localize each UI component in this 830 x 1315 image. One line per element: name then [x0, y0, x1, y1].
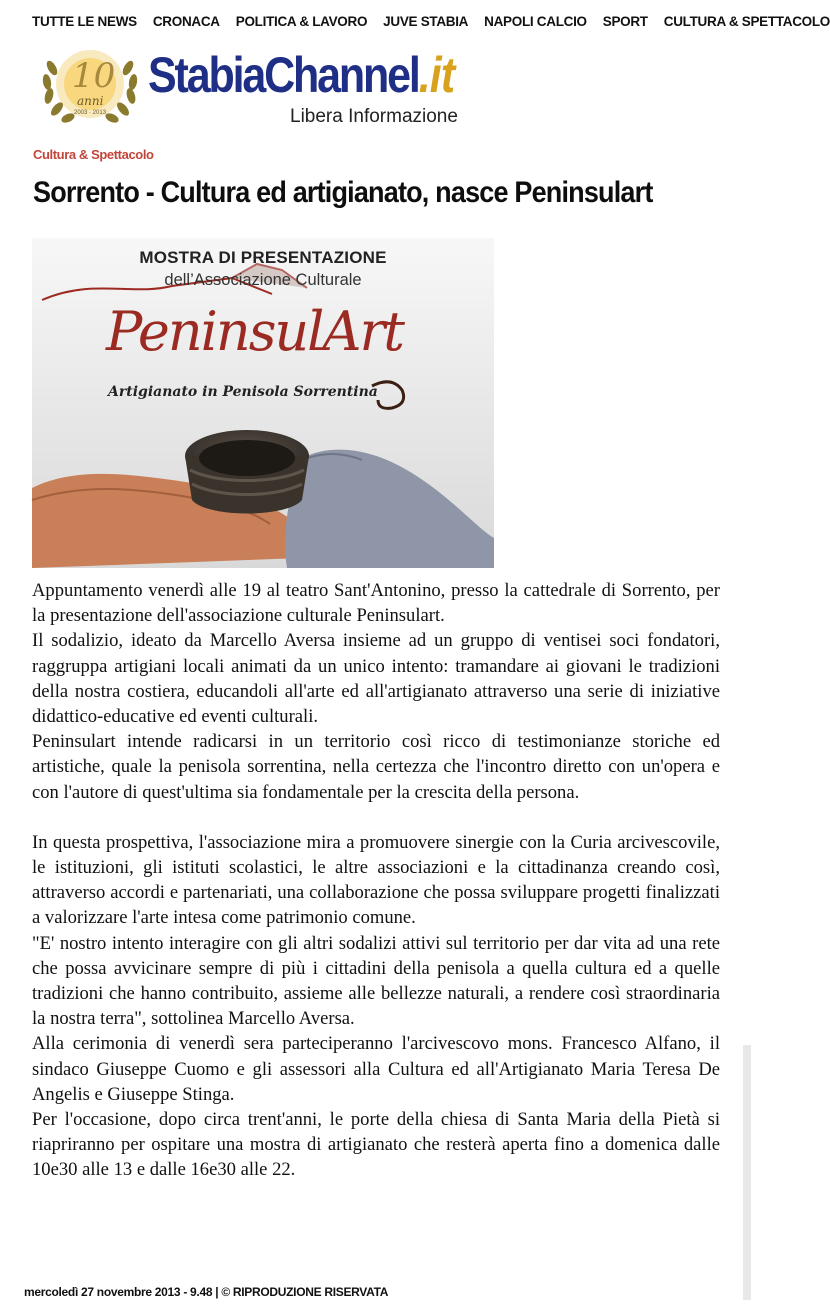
nav-item-juve-stabia[interactable]: JUVE STABIA [383, 14, 469, 29]
nav-item-napoli-calcio[interactable]: NAPOLI CALCIO [484, 14, 587, 29]
article-category[interactable]: Cultura & Spettacolo [33, 147, 154, 162]
article-paragraph: Alla cerimonia di venerdì sera parteciperanno l'arcivescovo mons. Francesco Alfano, il sindaco Giuseppe Cuomo e gli assessori alla Cultura ed all'Artigianato Maria Teresa De Angelis e Giuseppe Stinga. [32, 1033, 720, 1105]
hero-heading: MOSTRA DI PRESENTAZIONE [139, 248, 387, 267]
brand-tld: .it [418, 47, 455, 103]
hero-subheading: dell’Associazione Culturale [164, 271, 362, 289]
hero-brand: PeninsulArt [106, 300, 403, 363]
scrollbar[interactable] [743, 1045, 751, 1300]
article-paragraph: "E' nostro intento interagire con gli altri sodalizi attivi sul territorio per dar vita ad una rete che possa avvicinare sempre di più i cittadini della penisola a quella cultura ed a quelle tradizioni che hanno contribuito, assieme alle bellezze naturali, a rendere così straordinaria la nostra terra", sottolinea Marcello Aversa. [32, 932, 720, 1030]
anniversary-years: 2003 · 2013 [74, 110, 107, 116]
hero-brand-subtitle: Artigianato in Penisola Sorrentina [108, 384, 378, 400]
brand-tagline: Libera Informazione [290, 106, 458, 127]
article-paragraph: In questa prospettiva, l'associazione mira a promuovere sinergie con la Curia arcivescovile, le istituzioni, gli istituti scolastici, le altre associazioni e la cittadinanza creando così, attraverso accordi e partenariati, una collaborazione che possa sviluppare progetti finalizzati a valorizzare l'arte intesa come patrimonio comune. [32, 831, 720, 929]
brand-main: StabiaChannel [148, 47, 419, 103]
nav-item-tutte-le-news[interactable]: TUTTE LE NEWS [32, 14, 137, 29]
brand-wordmark [148, 46, 454, 104]
article-paragraph: Il sodalizio, ideato da Marcello Aversa insieme ad un gruppo di ventisei soci fondatori, raggruppa artigiani locali animati da un unico intento: tramandare ai giovani le tradizioni della nostra costiera, educandoli all'arte ed all'artigianato attraverso una serie di iniziative didattico-educative ed eventi culturali. [32, 630, 720, 728]
anniversary-text: anni [77, 94, 104, 108]
top-navigation [32, 14, 830, 32]
anniversary-number: 10 [72, 56, 116, 96]
article-paragraph: Appuntamento venerdì alle 19 al teatro Sant'Antonino, presso la cattedrale di Sorrento, per la presentazione dell'associazione culturale Peninsulart. [32, 580, 720, 627]
article-title: Sorrento - Cultura ed artigianato, nasce Peninsulart [33, 176, 653, 209]
article-body [32, 578, 720, 1183]
article-paragraph: Peninsulart intende radicarsi in un territorio così ricco di testimonianze storiche ed artistiche, quale la penisola sorrentina, nella certezza che l'incontro diretto con un'opera e con l'autore di quest'ultima sia fondamentale per la crescita della persona. [32, 731, 720, 803]
nav-item-cultura-spettacolo[interactable]: CULTURA & SPETTACOLO [663, 14, 830, 29]
nav-item-cronaca[interactable]: CRONACA [152, 14, 220, 29]
article-hero-image [32, 238, 494, 568]
article-footer: mercoledì 27 novembre 2013 - 9.48 | © RIPRODUZIONE RISERVATA [24, 1285, 389, 1299]
article-paragraph: Per l'occasione, dopo circa trent'anni, le porte della chiesa di Santa Maria della Pietà si riapriranno per ospitare una mostra di artigianato che resterà aperta fino a domenica dalle 10e30 alle 13 e dalle 16e30 alle 22. [32, 1109, 720, 1181]
nav-item-politica-lavoro[interactable]: POLITICA & LAVORO [235, 14, 368, 29]
nav-item-sport[interactable]: SPORT [602, 14, 648, 29]
site-logo[interactable] [30, 38, 520, 134]
